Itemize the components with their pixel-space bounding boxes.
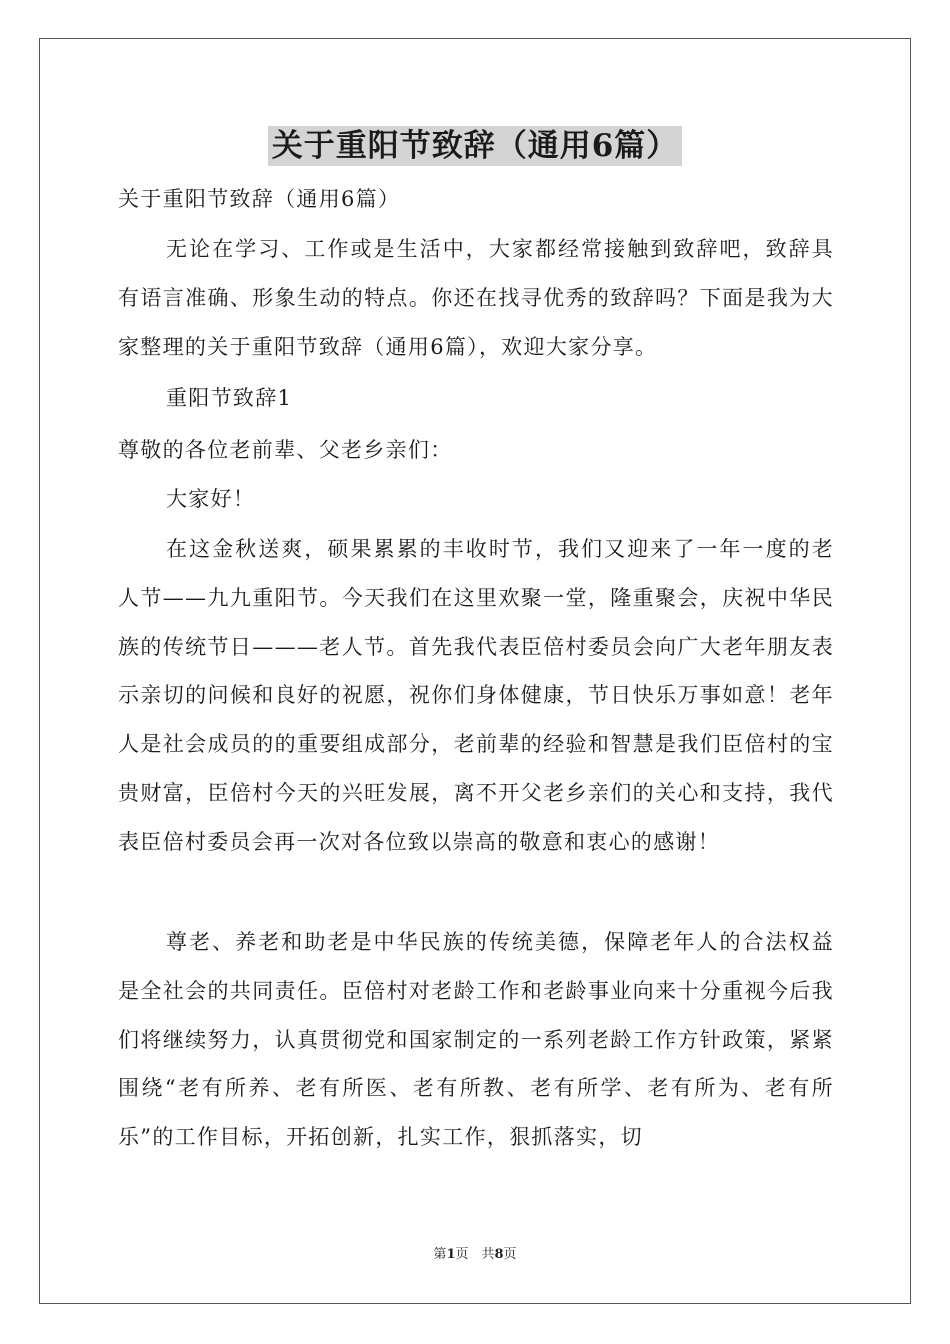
- greeting: 大家好！: [166, 487, 256, 511]
- intro-paragraph: 无论在学习、工作或是生活中，大家都经常接触到致辞吧，致辞具有语言准确、形象生动的特点。你还在找寻优秀的致辞吗？下面是我为大家整理的关于重阳节致辞（通用6篇），欢迎大家分享。: [118, 237, 834, 359]
- footer-page-mid: 页 共: [455, 1247, 495, 1262]
- page-footer: [0, 1246, 950, 1264]
- document-title: 关于重阳节致辞（通用6篇）: [268, 126, 683, 166]
- footer-page-suffix: 页: [503, 1247, 517, 1262]
- footer-page-current: 1: [446, 1247, 456, 1262]
- footer-page-prefix: 第: [433, 1247, 447, 1262]
- body-paragraph-2: 尊老、养老和助老是中华民族的传统美德，保障老年人的合法权益是全社会的共同责任。臣倍村对老龄工作和老龄事业向来十分重视今后我们将继续努力，认真贯彻党和国家制定的一系列老龄工作方针政策，紧紧围绕“老有所养、老有所医、老有所教、老有所学、老有所为、老有所乐”的工作目标，开拓创新，扎实工作，狠抓落实，切: [118, 930, 834, 1150]
- document-subtitle: 关于重阳节致辞（通用6篇）: [118, 187, 401, 211]
- salutation: 尊敬的各位老前辈、父老乡亲们：: [118, 438, 453, 462]
- body-paragraph-1: 在这金秋送爽，硕果累累的丰收时节，我们又迎来了一年一度的老人节——九九重阳节。今天我们在这里欢聚一堂，隆重聚会，庆祝中华民族的传统节日———老人节。首先我代表臣倍村委员会向广大老年朋友表示亲切的问候和良好的祝愿，祝你们身体健康，节日快乐万事如意！老年人是社会成员的的重要组成部分，老前辈的经验和智慧是我们臣倍村的宝贵财富，臣倍村今天的兴旺发展，离不开父老乡亲们的关心和支持，我代表臣倍村委员会再一次对各位致以崇高的敬意和衷心的感谢！: [118, 537, 834, 854]
- footer-page-total: 8: [494, 1247, 504, 1262]
- section-heading: 重阳节致辞1: [166, 386, 293, 410]
- title-container: [0, 126, 950, 166]
